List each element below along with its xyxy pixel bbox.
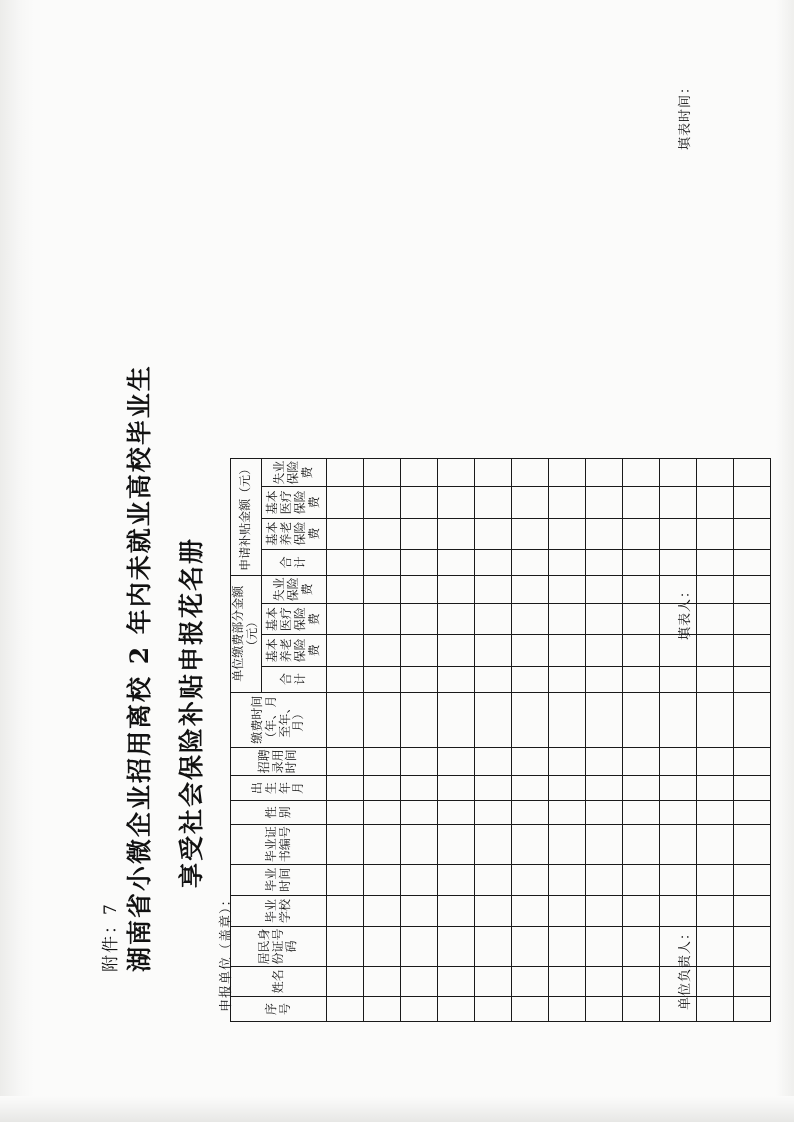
table-cell[interactable] [327,635,364,666]
table-cell[interactable] [586,575,623,603]
col-header-unit-unemployment-label: 失业保险费 [272,577,314,602]
table-cell[interactable] [438,824,475,864]
table-cell[interactable] [475,603,512,634]
table-cell[interactable] [512,603,549,634]
col-header-name-label: 姓名 [270,969,285,994]
table-cell[interactable] [734,603,771,634]
table-cell[interactable] [586,487,623,518]
col-header-unit-pension [262,635,327,666]
table-cell[interactable] [364,549,401,575]
col-header-unit-medical-label: 基本医疗保险费 [265,607,321,632]
table-cell[interactable] [697,800,734,824]
table-cell[interactable] [364,459,401,487]
table-cell[interactable] [549,895,586,926]
table-cell[interactable] [660,997,697,1022]
table-cell[interactable] [512,997,549,1022]
table-cell[interactable] [623,487,660,518]
table-cell[interactable] [327,800,364,824]
table-cell[interactable] [512,692,549,747]
registry-table [230,458,771,1022]
table-cell[interactable] [660,800,697,824]
col-header-diploma-number-label: 毕业证书编号 [263,826,292,863]
table-cell[interactable] [512,487,549,518]
table-row[interactable] [475,459,512,1022]
table-cell[interactable] [364,518,401,549]
col-header-graduate-school [231,895,327,926]
table-cell[interactable] [327,666,364,692]
table-cell[interactable] [697,895,734,926]
table-cell[interactable] [586,800,623,824]
page-title-line-1: 湖南省小微企业招用离校 2 年内未就业高校毕业生 [125,364,154,972]
table-cell[interactable] [549,692,586,747]
table-cell[interactable] [623,549,660,575]
table-cell[interactable] [623,824,660,864]
table-cell[interactable] [512,666,549,692]
table-cell[interactable] [660,692,697,747]
table-cell[interactable] [401,459,438,487]
table-cell[interactable] [623,666,660,692]
table-cell[interactable] [401,800,438,824]
footer-fill-date: 填表时间： [678,79,693,150]
table-cell[interactable] [734,800,771,824]
table-header [231,459,327,1022]
table-cell[interactable] [401,747,438,775]
table-cell[interactable] [438,518,475,549]
table-cell[interactable] [438,459,475,487]
table-cell[interactable] [623,775,660,800]
table-cell[interactable] [327,927,364,967]
table-cell[interactable] [623,864,660,895]
table-cell[interactable] [364,775,401,800]
page-title [120,240,208,1000]
table-cell[interactable] [734,635,771,666]
table-cell[interactable] [512,549,549,575]
table-cell[interactable] [327,966,364,996]
table-cell[interactable] [697,635,734,666]
table-cell[interactable] [697,518,734,549]
table-cell[interactable] [401,549,438,575]
table-cell[interactable] [364,575,401,603]
table-cell[interactable] [401,997,438,1022]
table-cell[interactable] [586,927,623,967]
table-cell[interactable] [697,824,734,864]
table-cell[interactable] [660,927,697,967]
table-cell[interactable] [623,747,660,775]
col-header-sub-unemployment [262,459,327,487]
table-cell[interactable] [475,927,512,967]
col-header-graduate-time [231,864,327,895]
table-cell[interactable] [734,864,771,895]
table-cell[interactable] [364,997,401,1022]
table-cell[interactable] [697,459,734,487]
col-header-unit-pension-label: 基本养老保险费 [265,638,321,663]
table-cell[interactable] [549,997,586,1022]
table-row[interactable] [327,459,364,1022]
table-cell[interactable] [697,575,734,603]
table-row[interactable] [512,459,549,1022]
table-cell[interactable] [734,518,771,549]
table-cell[interactable] [586,692,623,747]
table-cell[interactable] [623,997,660,1022]
table-cell[interactable] [623,459,660,487]
table-cell[interactable] [623,575,660,603]
table-cell[interactable] [475,800,512,824]
table-cell[interactable] [327,864,364,895]
table-cell[interactable] [364,800,401,824]
col-header-name [231,966,327,996]
table-cell[interactable] [660,575,697,603]
table-cell[interactable] [660,603,697,634]
table-row[interactable] [549,459,586,1022]
table-cell[interactable] [734,487,771,518]
table-cell[interactable] [623,800,660,824]
table-cell[interactable] [697,549,734,575]
col-header-gender [231,800,327,824]
table-cell[interactable] [586,997,623,1022]
table-cell[interactable] [623,635,660,666]
table-cell[interactable] [438,927,475,967]
table-cell[interactable] [697,603,734,634]
table-cell[interactable] [697,692,734,747]
table-cell[interactable] [364,635,401,666]
col-header-birth-date-label: 出生年月 [249,781,306,794]
table-cell[interactable] [364,487,401,518]
col-header-hire-time-label: 招聘录用时间 [256,749,299,774]
registry-table-container [230,458,771,1022]
table-cell[interactable] [549,966,586,996]
table-cell[interactable] [512,518,549,549]
table-cell[interactable] [327,575,364,603]
table-cell[interactable] [549,635,586,666]
table-cell[interactable] [327,459,364,487]
table-cell[interactable] [660,549,697,575]
table-cell[interactable] [475,966,512,996]
table-cell[interactable] [438,635,475,666]
table-cell[interactable] [734,549,771,575]
col-header-gender-label: 性别 [263,806,292,819]
table-cell[interactable] [586,747,623,775]
table-cell[interactable] [549,800,586,824]
table-cell[interactable] [734,575,771,603]
table-cell[interactable] [734,459,771,487]
col-header-sub-total-label: 合计 [279,556,307,569]
col-header-id-number [231,927,327,967]
table-cell[interactable] [475,459,512,487]
group-header-subsidy-applied [231,459,262,576]
table-cell[interactable] [364,692,401,747]
table-cell[interactable] [697,487,734,518]
table-cell[interactable] [327,895,364,926]
table-cell[interactable] [475,997,512,1022]
table-cell[interactable] [549,747,586,775]
table-row[interactable] [734,459,771,1022]
table-cell[interactable] [327,747,364,775]
table-cell[interactable] [734,927,771,967]
table-cell[interactable] [586,459,623,487]
table-cell[interactable] [364,747,401,775]
col-header-unit-unemployment [262,575,327,603]
table-cell[interactable] [660,666,697,692]
table-cell[interactable] [512,635,549,666]
table-header-row-1 [231,459,262,1022]
table-cell[interactable] [623,692,660,747]
table-cell[interactable] [734,692,771,747]
table-cell[interactable] [475,864,512,895]
group-header-unit-paid-label: 单位缴费部分金额（元） [231,585,259,682]
table-cell[interactable] [623,518,660,549]
table-cell[interactable] [697,747,734,775]
table-cell[interactable] [549,487,586,518]
table-cell[interactable] [512,864,549,895]
table-cell[interactable] [327,487,364,518]
footer-unit-head: 单位负责人： [678,925,693,1010]
group-header-unit-paid [231,575,262,692]
table-cell[interactable] [697,997,734,1022]
table-cell[interactable] [438,966,475,996]
table-cell[interactable] [586,966,623,996]
col-header-unit-total [262,666,327,692]
table-cell[interactable] [364,864,401,895]
col-header-diploma-number [231,824,327,864]
table-cell[interactable] [475,635,512,666]
col-header-sub-total [262,549,327,575]
table-cell[interactable] [475,895,512,926]
table-cell[interactable] [734,966,771,996]
table-row[interactable] [364,459,401,1022]
table-cell[interactable] [660,824,697,864]
col-header-hire-time [231,747,327,775]
table-cell[interactable] [475,575,512,603]
table-cell[interactable] [660,775,697,800]
table-cell[interactable] [327,549,364,575]
table-cell[interactable] [623,966,660,996]
table-cell[interactable] [512,824,549,864]
table-cell[interactable] [734,997,771,1022]
scan-shadow-right [776,0,794,1122]
table-cell[interactable] [623,895,660,926]
table-cell[interactable] [734,747,771,775]
table-cell[interactable] [660,459,697,487]
table-cell[interactable] [475,747,512,775]
scan-shadow-left [0,0,34,1122]
table-cell[interactable] [364,895,401,926]
table-cell[interactable] [512,927,549,967]
table-cell[interactable] [475,824,512,864]
table-cell[interactable] [475,518,512,549]
col-header-sub-unemployment-label: 失业保险费 [272,460,314,485]
table-body [327,459,771,1022]
table-cell[interactable] [438,800,475,824]
table-cell[interactable] [697,775,734,800]
table-row[interactable] [401,459,438,1022]
table-cell[interactable] [475,666,512,692]
table-cell[interactable] [586,635,623,666]
table-row[interactable] [586,459,623,1022]
table-cell[interactable] [549,549,586,575]
table-cell[interactable] [623,927,660,967]
table-cell[interactable] [438,549,475,575]
table-cell[interactable] [401,666,438,692]
table-cell[interactable] [586,549,623,575]
table-cell[interactable] [364,966,401,996]
table-cell[interactable] [697,864,734,895]
table-cell[interactable] [586,824,623,864]
table-cell[interactable] [660,487,697,518]
table-cell[interactable] [586,775,623,800]
table-cell[interactable] [327,692,364,747]
attachment-label: 附件：7 [101,902,121,972]
table-cell[interactable] [401,575,438,603]
col-header-unit-total-label: 合计 [279,673,307,686]
table-cell[interactable] [401,692,438,747]
table-cell[interactable] [364,927,401,967]
table-cell[interactable] [660,635,697,666]
group-header-subsidy-applied-label: 申请补贴金额（元） [238,462,253,571]
col-header-sub-medical-label: 基本医疗保险费 [265,490,321,515]
table-cell[interactable] [438,692,475,747]
table-cell[interactable] [512,895,549,926]
table-cell[interactable] [475,775,512,800]
table-cell[interactable] [401,635,438,666]
table-cell[interactable] [549,864,586,895]
table-cell[interactable] [623,603,660,634]
table-cell[interactable] [364,666,401,692]
table-cell[interactable] [734,895,771,926]
table-cell[interactable] [512,459,549,487]
table-cell[interactable] [660,966,697,996]
table-cell[interactable] [549,518,586,549]
col-header-payment-period [231,692,327,747]
table-cell[interactable] [438,997,475,1022]
table-cell[interactable] [438,775,475,800]
table-cell[interactable] [549,666,586,692]
table-cell[interactable] [512,775,549,800]
table-cell[interactable] [438,666,475,692]
table-cell[interactable] [512,800,549,824]
table-cell[interactable] [549,459,586,487]
scan-shadow-bottom [0,1096,794,1122]
col-header-birth-date [231,775,327,800]
table-cell[interactable] [401,603,438,634]
table-cell[interactable] [401,824,438,864]
table-cell[interactable] [512,966,549,996]
table-cell[interactable] [438,747,475,775]
table-row[interactable] [697,459,734,1022]
table-cell[interactable] [549,575,586,603]
col-header-id-number-label: 居民身份证号码 [256,928,299,965]
col-header-unit-medical [262,603,327,634]
table-cell[interactable] [660,864,697,895]
table-cell[interactable] [549,927,586,967]
table-cell[interactable] [401,518,438,549]
table-cell[interactable] [475,549,512,575]
page-title-line-2: 享受社会保险补贴申报花名册 [177,536,206,888]
col-header-payment-period-label: 缴费时间（年、月至年、月） [249,695,306,744]
table-cell[interactable] [438,895,475,926]
table-cell[interactable] [327,518,364,549]
table-cell[interactable] [734,666,771,692]
table-cell[interactable] [475,487,512,518]
table-row[interactable] [660,459,697,1022]
table-cell[interactable] [364,603,401,634]
table-cell[interactable] [438,864,475,895]
table-cell[interactable] [549,775,586,800]
table-cell[interactable] [401,966,438,996]
table-cell[interactable] [660,747,697,775]
table-cell[interactable] [364,824,401,864]
col-header-sub-pension [262,518,327,549]
table-cell[interactable] [475,692,512,747]
table-cell[interactable] [401,487,438,518]
table-cell[interactable] [697,666,734,692]
table-cell[interactable] [586,895,623,926]
table-cell[interactable] [660,518,697,549]
table-cell[interactable] [401,864,438,895]
table-cell[interactable] [697,966,734,996]
table-cell[interactable] [734,775,771,800]
table-cell[interactable] [697,927,734,967]
table-cell[interactable] [438,575,475,603]
col-header-graduate-school-label: 毕业学校 [263,898,292,923]
reporting-unit-label: 申报单位（盖章）： [219,892,234,1012]
table-cell[interactable] [586,864,623,895]
table-cell[interactable] [327,775,364,800]
table-cell[interactable] [586,666,623,692]
table-cell[interactable] [512,747,549,775]
table-cell[interactable] [401,895,438,926]
table-cell[interactable] [660,895,697,926]
table-cell[interactable] [512,575,549,603]
table-cell[interactable] [734,824,771,864]
col-header-seq [231,997,327,1022]
table-cell[interactable] [438,603,475,634]
table-cell[interactable] [549,603,586,634]
table-cell[interactable] [327,824,364,864]
table-cell[interactable] [438,487,475,518]
col-header-graduate-time-label: 毕业时间 [263,867,292,892]
col-header-sub-medical [262,487,327,518]
col-header-seq-label: 序号 [263,1003,292,1016]
table-row[interactable] [623,459,660,1022]
table-row[interactable] [438,459,475,1022]
table-cell[interactable] [549,824,586,864]
table-cell[interactable] [401,775,438,800]
table-cell[interactable] [586,603,623,634]
col-header-sub-pension-label: 基本养老保险费 [265,521,321,546]
table-cell[interactable] [586,518,623,549]
table-cell[interactable] [401,927,438,967]
footer-filler: 填表人： [678,583,693,640]
table-cell[interactable] [327,603,364,634]
table-cell[interactable] [327,997,364,1022]
